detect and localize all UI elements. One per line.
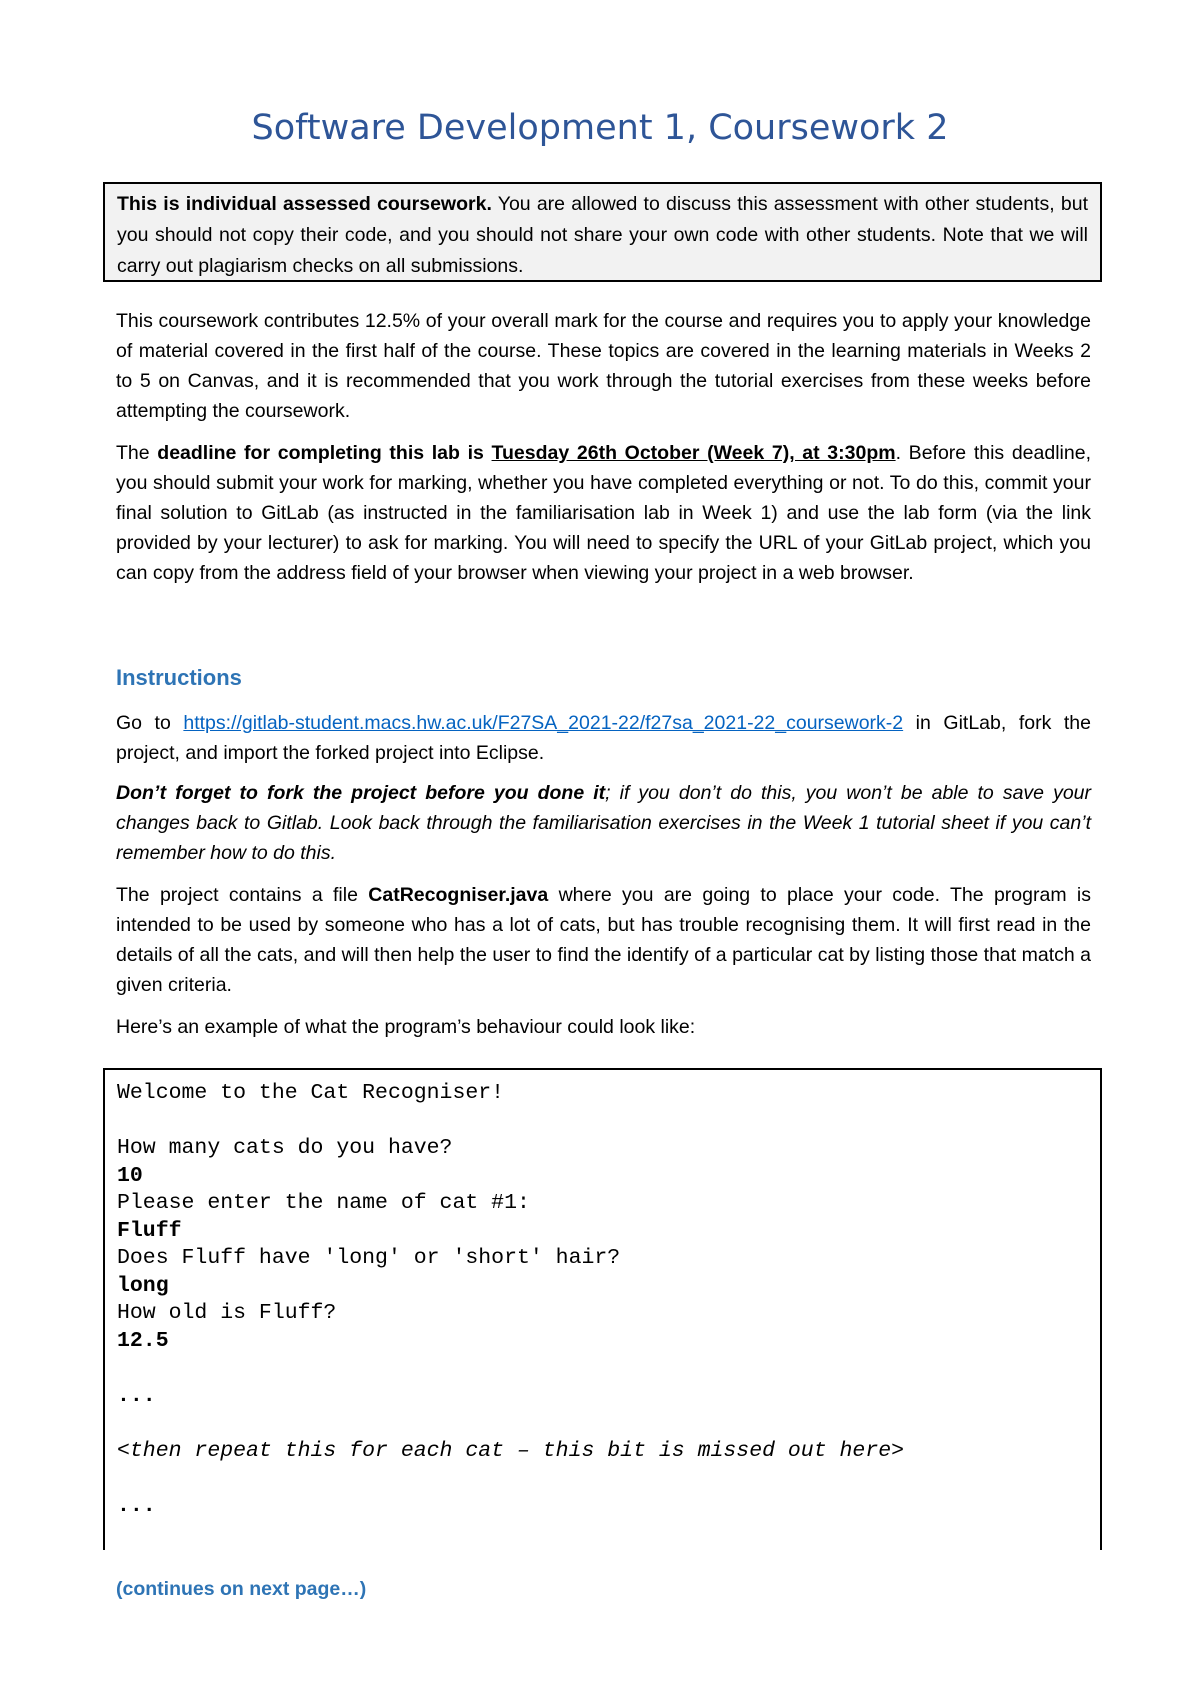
example-console-output <box>103 1068 1102 1550</box>
code-line-ellipsis: ... <box>117 1383 156 1408</box>
code-line: Welcome to the Cat Recogniser! <box>117 1081 505 1105</box>
code-line-ellipsis: ... <box>117 1493 156 1518</box>
deadline-date: Tuesday 26th October (Week 7), at 3:30pm <box>491 442 896 464</box>
code-line-input: 10 <box>117 1163 143 1188</box>
notice-bold: This is individual assessed coursework. <box>117 193 492 215</box>
notice-text: You are allowed to discuss this assessment with other students, but you should not copy their code, and you should not share your own code with other students. Note that we will carry out plagiarism checks on all submissions. <box>117 193 1088 277</box>
project-post: where you are going to place your code. The program is intended to be used by someone who has a lot of cats, but has trouble recognising them. It will first read in the details of all the cats, and will then help the user to find the identify of a particular cat by listing those that match a given criteria. <box>116 884 1091 996</box>
individual-coursework-notice <box>103 182 1102 282</box>
code-line: Does Fluff have 'long' or 'short' hair? <box>117 1246 621 1270</box>
deadline-pre: The <box>116 442 158 464</box>
warning-text: ; if you don’t do this, you won’t be able to save your changes back to Gitlab. Look back through the familiarisation exercises in the Week 1 tutorial sheet if you can’t remember how to do this. <box>116 782 1092 864</box>
code-line-input: 12.5 <box>117 1328 169 1353</box>
code-line <box>117 1355 1100 1383</box>
deadline-bold: deadline for completing this lab is <box>157 442 492 464</box>
intro-paragraph: This coursework contributes 12.5% of your overall mark for the course and requires you to apply your knowledge of material covered in the first half of the course. These topics are covered in the learning materials in Weeks 2 to 5 on Canvas, and it is recommended that you work through the tutorial exercises from these weeks before attempting the coursework. <box>116 310 1091 422</box>
go-to-pre: Go to <box>116 712 184 734</box>
code-line: How old is Fluff? <box>117 1301 337 1325</box>
deadline-post: . Before this deadline, you should submit your work for marking, whether you have completed everything or not. To do this, commit your final solution to GitLab (as instructed in the familiarisation lab in Week 1) and use the lab form (via the link provided by your lecturer) to ask for marking. You will need to specify the URL of your GitLab project, which you can copy from the address field of your browser when viewing your project in a web browser. <box>116 442 1091 584</box>
code-line <box>117 1465 1100 1493</box>
code-line-input: Fluff <box>117 1218 182 1243</box>
code-line-comment: <then repeat this for each cat – this bit is missed out here> <box>117 1438 905 1463</box>
code-line-input: long <box>117 1273 169 1298</box>
code-line <box>117 1108 1100 1136</box>
continues-note: (continues on next page…) <box>116 1578 367 1600</box>
go-to-post: in GitLab, fork the project, and import the forked project into Eclipse. <box>116 712 1091 764</box>
go-to-paragraph <box>116 708 1091 768</box>
project-pre: The project contains a file <box>116 884 369 906</box>
code-line: How many cats do you have? <box>117 1136 453 1160</box>
gitlab-project-link[interactable]: https://gitlab-student.macs.hw.ac.uk/F27SA_2021-22/f27sa_2021-22_coursework-2 <box>183 712 904 734</box>
document-title: Software Development 1, Coursework 2 <box>251 108 949 148</box>
project-paragraph <box>116 880 1091 1000</box>
example-intro: Here’s an example of what the program’s behaviour could look like: <box>116 1016 696 1038</box>
code-line <box>117 1410 1100 1438</box>
warning-bold: Don’t forget to fork the project before you done it <box>116 782 606 804</box>
fork-warning-paragraph <box>116 778 1091 868</box>
project-file-name: CatRecogniser.java <box>368 884 549 906</box>
instructions-heading: Instructions <box>116 665 242 690</box>
code-line: Please enter the name of cat #1: <box>117 1191 530 1215</box>
deadline-paragraph <box>116 438 1091 588</box>
